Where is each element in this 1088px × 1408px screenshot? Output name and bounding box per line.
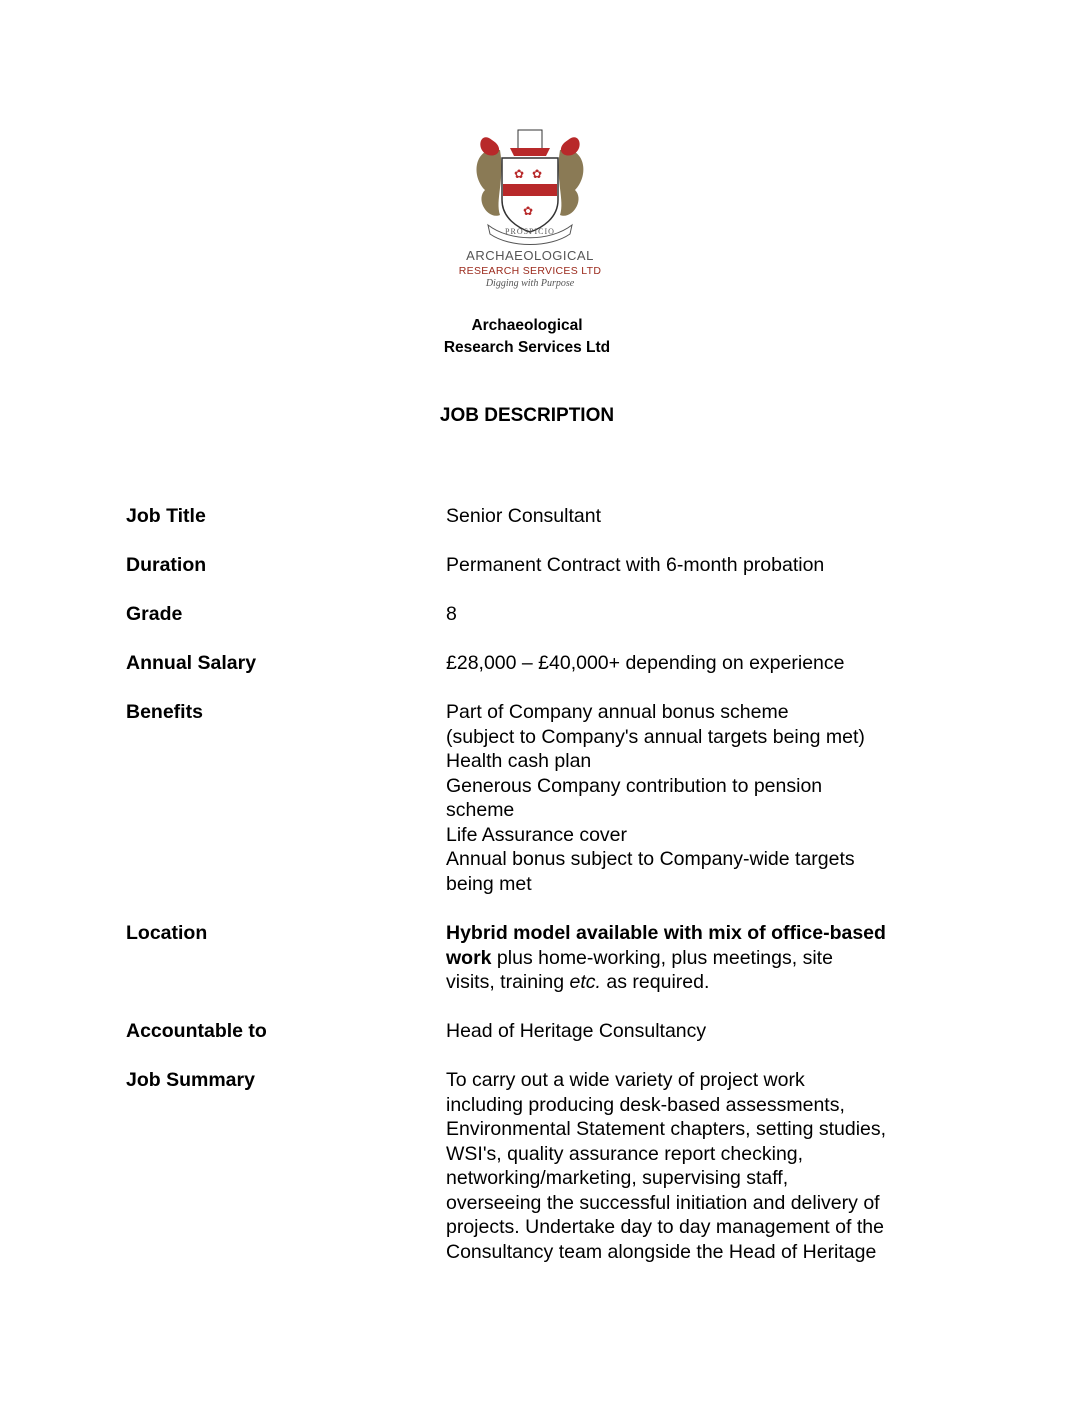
field-label: Accountable to xyxy=(126,1020,267,1042)
location-text: plus home-working, plus meetings, site xyxy=(491,946,833,969)
field-label: Job Summary xyxy=(126,1069,255,1091)
benefit-line: (subject to Company's annual targets being met) xyxy=(446,725,865,748)
field-label: Grade xyxy=(126,603,183,625)
motto-text: PROSPICIO xyxy=(505,227,555,236)
company-name-line1: Archaeological xyxy=(471,317,583,334)
field-label: Location xyxy=(126,922,208,944)
field-value: 8 xyxy=(446,603,457,625)
logo-name-line2: RESEARCH SERVICES LTD xyxy=(458,265,602,277)
field-value: Head of Heritage Consultancy xyxy=(446,1020,707,1042)
field-value: £28,000 – £40,000+ depending on experience xyxy=(446,652,845,674)
svg-text:✿: ✿ xyxy=(523,204,534,218)
summary-line: networking/marketing, supervising staff, xyxy=(446,1167,789,1189)
field-value xyxy=(446,1068,936,1264)
benefit-line: Part of Company annual bonus scheme xyxy=(446,701,789,723)
summary-line: including producing desk-based assessments, xyxy=(446,1093,845,1116)
svg-text:✿: ✿ xyxy=(514,167,525,181)
field-value: Senior Consultant xyxy=(446,505,602,527)
logo-name-line1: ARCHAEOLOGICAL xyxy=(466,248,594,263)
field-label: Job Title xyxy=(126,505,206,527)
location-bold-word: work xyxy=(446,946,492,969)
field-label: Duration xyxy=(126,554,207,576)
field-value: Permanent Contract with 6-month probation xyxy=(446,554,825,576)
logo-tagline: Digging with Purpose xyxy=(485,278,575,289)
company-name-line2: Research Services Ltd xyxy=(443,339,611,356)
field-value xyxy=(446,700,936,896)
location-text: as required. xyxy=(600,971,710,993)
location-text: visits, training xyxy=(446,971,570,993)
field-value xyxy=(446,921,936,995)
summary-line: Consultancy team alongside the Head of Heritage xyxy=(446,1240,877,1263)
company-logo xyxy=(458,120,602,298)
summary-line: overseeing the successful initiation and delivery of xyxy=(446,1191,880,1214)
field-label: Annual Salary xyxy=(126,652,257,674)
location-bold-line: Hybrid model available with mix of office-based xyxy=(446,922,886,944)
benefit-line: Health cash plan xyxy=(446,750,592,772)
benefit-line: Generous Company contribution to pension xyxy=(446,774,823,797)
summary-line: Environmental Statement chapters, setting studies, xyxy=(446,1118,887,1140)
company-name xyxy=(370,315,684,359)
svg-text:✿: ✿ xyxy=(532,167,543,181)
summary-line: To carry out a wide variety of project work xyxy=(446,1069,805,1091)
summary-line: WSI's, quality assurance report checking, xyxy=(446,1142,804,1165)
benefit-line: scheme xyxy=(446,799,515,821)
benefit-line: Annual bonus subject to Company-wide targets xyxy=(446,848,855,870)
location-italic: etc. xyxy=(569,971,601,993)
field-label: Benefits xyxy=(126,701,203,723)
benefit-line: Life Assurance cover xyxy=(446,823,628,846)
summary-line: projects. Undertake day to day management of the xyxy=(446,1216,884,1238)
document-title: JOB DESCRIPTION xyxy=(439,405,615,426)
benefit-line: being met xyxy=(446,872,532,895)
